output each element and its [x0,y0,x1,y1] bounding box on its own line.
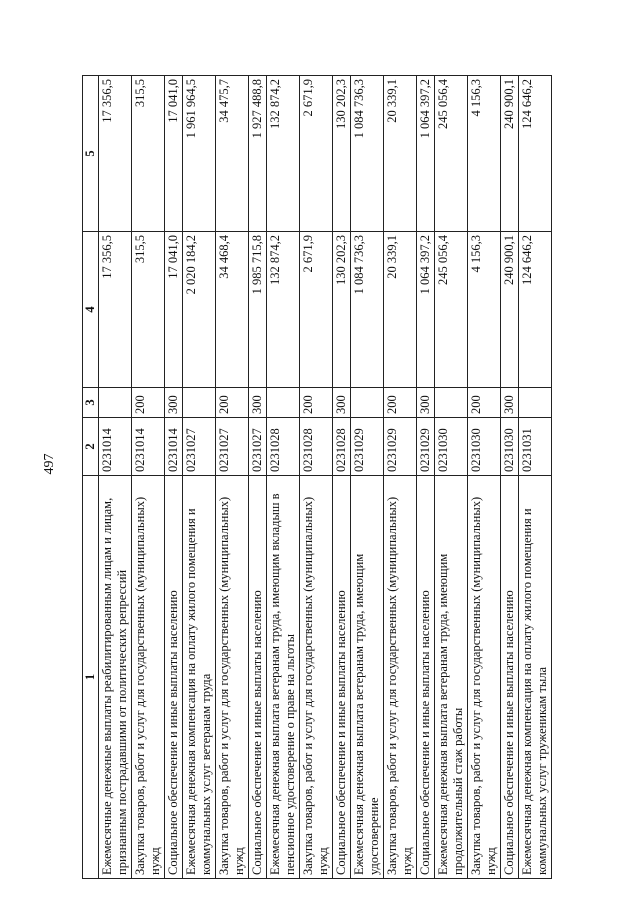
header-cell-2: 2 [83,418,99,476]
table-row [165,76,183,879]
code-cell: 0231027 [249,418,267,476]
amount-cell-year1: 2 020 184,2 [183,232,216,388]
amount-cell-year1: 34 468,4 [216,232,249,388]
header-cell-3: 3 [83,388,99,418]
description-cell: Закупка товаров, работ и услуг для государственных (муниципальных) нужд [132,476,165,879]
code-cell: 0231030 [501,418,519,476]
expense-type-cell: 200 [384,388,417,418]
description-cell: Ежемесячная денежная выплата ветеранам труда, имеющим продолжительный стаж работы [435,476,468,879]
table-row [384,76,417,879]
amount-cell-year1: 124 646,2 [519,232,552,388]
description-cell: Закупка товаров, работ и услуг для государственных (муниципальных) нужд [216,476,249,879]
table-row [333,76,351,879]
description-cell: Ежемесячная денежная выплата ветеранам труда, имеющим удостоверение [351,476,384,879]
code-cell: 0231029 [351,418,384,476]
table-row [501,76,519,879]
description-cell: Ежемесячная денежная компенсация на оплату жилого помещения и коммунальных услуг труженикам тыла [519,476,552,879]
expense-type-cell [351,388,384,418]
expense-type-cell: 300 [165,388,183,418]
table-row [249,76,267,879]
expense-type-cell: 200 [468,388,501,418]
description-cell: Социальное обеспечение и иные выплаты населению [501,476,519,879]
table-row [351,76,384,879]
amount-cell-year1: 17 041,0 [165,232,183,388]
expense-type-cell: 300 [417,388,435,418]
table-row [99,76,132,879]
amount-cell-year1: 132 874,2 [267,232,300,388]
amount-cell-year2: 1 064 397,2 [417,76,435,232]
expense-type-cell [183,388,216,418]
amount-cell-year2: 2 671,9 [300,76,333,232]
description-cell: Социальное обеспечение и иные выплаты населению [165,476,183,879]
amount-cell-year1: 17 356,5 [99,232,132,388]
description-cell: Социальное обеспечение и иные выплаты населению [249,476,267,879]
expense-type-cell: 200 [216,388,249,418]
table-row [468,76,501,879]
description-cell: Ежемесячная денежная выплата ветеранам труда, имеющим вкладыш в пенсионное удостоверение о праве на льготы [267,476,300,879]
table-container [82,76,550,879]
table-row [216,76,249,879]
table-row [183,76,216,879]
code-cell: 0231030 [435,418,468,476]
amount-cell-year2: 17 356,5 [99,76,132,232]
header-cell-5: 5 [83,76,99,232]
header-row [83,76,99,879]
amount-cell-year2: 245 056,4 [435,76,468,232]
expense-type-cell: 200 [132,388,165,418]
amount-cell-year2: 1 961 964,5 [183,76,216,232]
expense-type-cell: 300 [333,388,351,418]
description-cell: Социальное обеспечение и иные выплаты населению [333,476,351,879]
code-cell: 0231014 [132,418,165,476]
description-cell: Закупка товаров, работ и услуг для государственных (муниципальных) нужд [384,476,417,879]
amount-cell-year1: 315,5 [132,232,165,388]
expense-type-cell: 300 [501,388,519,418]
table-row [132,76,165,879]
code-cell: 0231030 [468,418,501,476]
amount-cell-year2: 132 874,2 [267,76,300,232]
code-cell: 0231014 [165,418,183,476]
amount-cell-year2: 124 646,2 [519,76,552,232]
amount-cell-year1: 4 156,3 [468,232,501,388]
code-cell: 0231014 [99,418,132,476]
amount-cell-year2: 1 084 736,3 [351,76,384,232]
code-cell: 0231029 [417,418,435,476]
page-number: 497 [42,453,57,475]
budget-table [82,75,552,879]
code-cell: 0231031 [519,418,552,476]
amount-cell-year2: 130 202,3 [333,76,351,232]
table-row [435,76,468,879]
amount-cell-year2: 315,5 [132,76,165,232]
header-cell-4: 4 [83,232,99,388]
amount-cell-year2: 34 475,7 [216,76,249,232]
amount-cell-year1: 20 339,1 [384,232,417,388]
expense-type-cell: 200 [300,388,333,418]
amount-cell-year2: 240 900,1 [501,76,519,232]
amount-cell-year1: 1 985 715,8 [249,232,267,388]
expense-type-cell [99,388,132,418]
header-cell-1: 1 [83,476,99,879]
description-cell: Закупка товаров, работ и услуг для государственных (муниципальных) нужд [300,476,333,879]
amount-cell-year1: 130 202,3 [333,232,351,388]
amount-cell-year2: 20 339,1 [384,76,417,232]
expense-type-cell [519,388,552,418]
description-cell: Социальное обеспечение и иные выплаты населению [417,476,435,879]
amount-cell-year2: 17 041,0 [165,76,183,232]
expense-type-cell [267,388,300,418]
table-row [519,76,552,879]
description-cell: Ежемесячные денежные выплаты реабилитированным лицам и лицам, признанным пострадавшими от политических репрессий [99,476,132,879]
rotated-table-frame [82,76,550,879]
code-cell: 0231027 [216,418,249,476]
table-row [267,76,300,879]
amount-cell-year1: 1 084 736,3 [351,232,384,388]
amount-cell-year1: 1 064 397,2 [417,232,435,388]
expense-type-cell: 300 [249,388,267,418]
description-cell: Ежемесячная денежная компенсация на оплату жилого помещения и коммунальных услуг ветеранам труда [183,476,216,879]
amount-cell-year2: 4 156,3 [468,76,501,232]
code-cell: 0231028 [333,418,351,476]
amount-cell-year1: 2 671,9 [300,232,333,388]
code-cell: 0231029 [384,418,417,476]
description-cell: Закупка товаров, работ и услуг для государственных (муниципальных) нужд [468,476,501,879]
code-cell: 0231028 [300,418,333,476]
expense-type-cell [435,388,468,418]
code-cell: 0231028 [267,418,300,476]
amount-cell-year1: 245 056,4 [435,232,468,388]
table-row [417,76,435,879]
table-row [300,76,333,879]
amount-cell-year2: 1 927 488,8 [249,76,267,232]
amount-cell-year1: 240 900,1 [501,232,519,388]
code-cell: 0231027 [183,418,216,476]
